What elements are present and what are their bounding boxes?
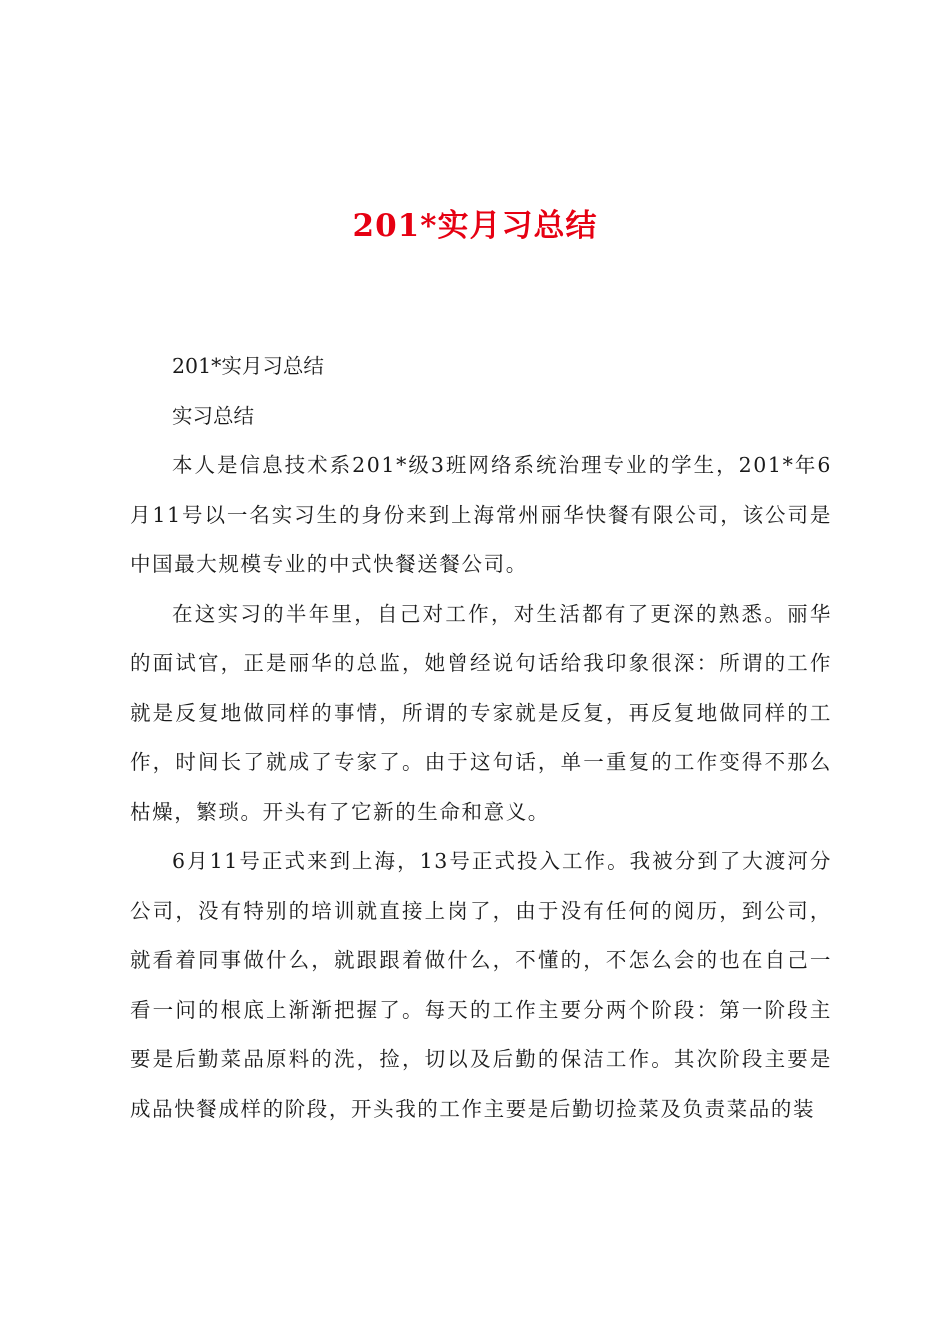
document-title: 201*实月习总结 (352, 208, 598, 244)
body-heading-2: 实习总结 (172, 403, 254, 428)
paragraph-2: 在这实习的半年里，自己对工作，对生活都有了更深的熟悉。丽华的面试官，正是丽华的总监，她曾经说句话给我印象很深：所谓的工作就是反复地做同样的事情，所谓的专家就是反复，再反复地做同样的工作，时间长了就成了专家了。由于这句话，单一重复的工作变得不那么枯燥，繁琐。开头有了它新的生命和意义。 (130, 601, 832, 824)
paragraph-1: 本人是信息技术系201*级3班网络系统治理专业的学生，201*年6月11号以一名实习生的身份来到上海常州丽华快餐有限公司，该公司是中国最大规模专业的中式快餐送餐公司。 (130, 453, 832, 576)
document-body (130, 342, 832, 1134)
body-heading-1: 201*实月习总结 (172, 354, 324, 378)
paragraph-3: 6月11号正式来到上海，13号正式投入工作。我被分到了大渡河分公司，没有特别的培训就直接上岗了，由于没有任何的阅历，到公司，就看着同事做什么，就跟跟着做什么，不懂的，不怎么会的也在自己一看一问的根底上渐渐把握了。每天的工作主要分两个阶段：第一阶段主要是后勤菜品原料的洗，捡，切以及后勤的保洁工作。其次阶段主要是成品快餐成样的阶段，开头我的工作主要是后勤切捡菜及负责菜品的装 (130, 849, 832, 1121)
